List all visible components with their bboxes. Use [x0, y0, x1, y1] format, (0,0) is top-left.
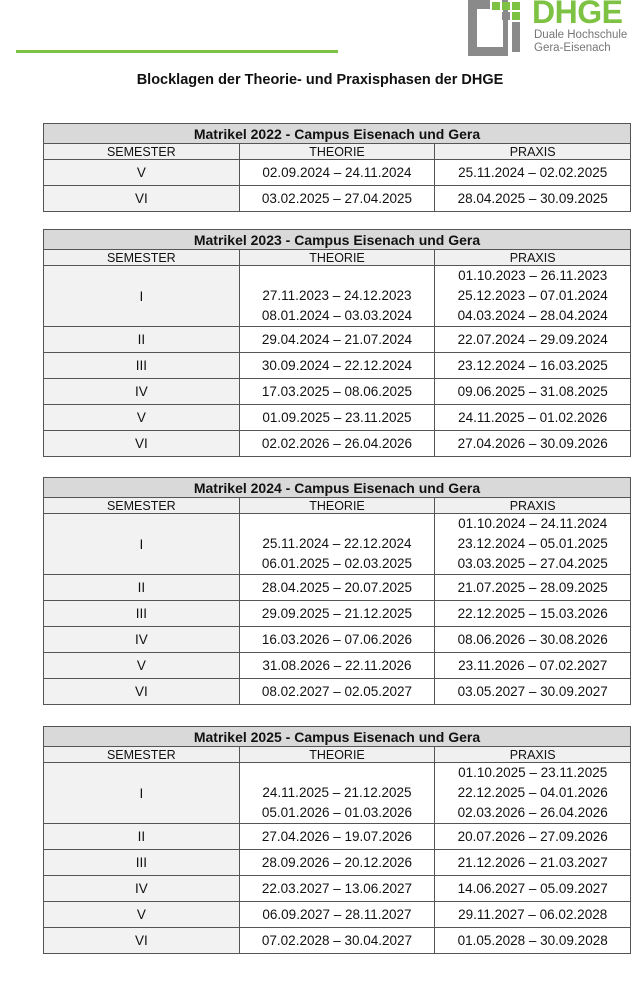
praxis-cell	[435, 627, 631, 653]
page-title: Blocklagen der Theorie- und Praxisphasen der DHGE	[136, 72, 504, 88]
praxis-cell	[435, 902, 631, 928]
header-theorie: THEORIE	[239, 498, 435, 514]
theorie-cell	[239, 353, 435, 379]
table-title-row	[44, 230, 631, 250]
praxis-cell	[435, 405, 631, 431]
theorie-cell	[239, 763, 435, 824]
theorie-cell	[239, 679, 435, 705]
table-row	[44, 379, 631, 405]
praxis-period: 24.11.2025 – 01.02.2026	[458, 409, 608, 425]
praxis-period: 25.11.2024 – 02.02.2025	[458, 164, 608, 180]
praxis-period: 01.10.2025 – 23.11.2025	[458, 765, 608, 780]
logo-subtitle-line1: Duale Hochschule	[534, 29, 628, 41]
theorie-period: 28.09.2026 – 20.12.2026	[261, 854, 413, 870]
semester-cell: II	[44, 327, 240, 353]
table-row	[44, 763, 631, 824]
praxis-period: 08.06.2026 – 30.08.2026	[457, 631, 608, 647]
praxis-period: 23.11.2026 – 07.02.2027	[458, 657, 608, 673]
header-semester: SEMESTER	[44, 250, 240, 266]
praxis-cell	[435, 928, 631, 954]
theorie-cell	[239, 160, 435, 186]
semester-cell: VI	[44, 431, 240, 457]
table-row	[44, 514, 631, 575]
table-row	[44, 160, 631, 186]
semester-cell: II	[44, 824, 240, 850]
semester-cell: V	[44, 405, 240, 431]
theorie-cell	[239, 601, 435, 627]
theorie-period: 27.04.2026 – 19.07.2026	[261, 828, 413, 844]
header-praxis: PRAXIS	[435, 747, 631, 763]
table-title-row	[44, 478, 631, 498]
theorie-cell	[239, 824, 435, 850]
theorie-cell	[239, 405, 435, 431]
praxis-cell	[435, 601, 631, 627]
praxis-period: 25.12.2023 – 07.01.2024	[457, 288, 608, 303]
table-title-row	[44, 727, 631, 747]
table-row	[44, 876, 631, 902]
logo-wordmark: DHGE	[532, 0, 623, 30]
header-accent-line	[16, 50, 338, 53]
semester-cell: IV	[44, 379, 240, 405]
praxis-period: 01.10.2024 – 24.11.2024	[458, 516, 608, 531]
theorie-period: 01.09.2025 – 23.11.2025	[262, 409, 412, 425]
praxis-period: 02.03.2026 – 26.04.2026	[457, 805, 608, 820]
theorie-period: 25.11.2024 – 22.12.2024	[262, 536, 412, 551]
theorie-cell	[239, 902, 435, 928]
theorie-cell	[239, 653, 435, 679]
table-title-row	[44, 124, 631, 144]
praxis-period: 22.07.2024 – 29.09.2024	[457, 331, 608, 347]
praxis-period: 09.06.2025 – 31.08.2025	[457, 383, 608, 399]
semester-cell: IV	[44, 627, 240, 653]
theorie-period: 05.01.2026 – 01.03.2026	[261, 805, 413, 820]
table-row	[44, 627, 631, 653]
header-theorie: THEORIE	[239, 250, 435, 266]
theorie-cell	[239, 514, 435, 575]
theorie-cell	[239, 379, 435, 405]
schedule-table	[43, 477, 631, 705]
theorie-period: 31.08.2026 – 22.11.2026	[262, 657, 412, 673]
praxis-period: 20.07.2026 – 27.09.2026	[457, 828, 608, 844]
header-praxis: PRAXIS	[435, 250, 631, 266]
praxis-cell	[435, 353, 631, 379]
theorie-cell	[239, 431, 435, 457]
table-row	[44, 679, 631, 705]
theorie-period: 30.09.2024 – 22.12.2024	[261, 357, 413, 373]
header-praxis: PRAXIS	[435, 144, 631, 160]
schedule-table	[43, 229, 631, 457]
praxis-cell	[435, 327, 631, 353]
table-row	[44, 431, 631, 457]
semester-cell: V	[44, 653, 240, 679]
semester-cell: V	[44, 902, 240, 928]
theorie-cell	[239, 186, 435, 212]
theorie-cell	[239, 266, 435, 327]
table-row	[44, 266, 631, 327]
semester-cell: III	[44, 353, 240, 379]
semester-cell: VI	[44, 679, 240, 705]
praxis-cell	[435, 266, 631, 327]
table-header-row	[44, 498, 631, 514]
semester-cell: VI	[44, 928, 240, 954]
semester-cell: III	[44, 850, 240, 876]
praxis-cell	[435, 186, 631, 212]
header-semester: SEMESTER	[44, 498, 240, 514]
table-row	[44, 327, 631, 353]
theorie-period: 03.02.2025 – 27.04.2025	[261, 190, 413, 206]
table-row	[44, 601, 631, 627]
theorie-cell	[239, 327, 435, 353]
praxis-cell	[435, 653, 631, 679]
theorie-period: 02.02.2026 – 26.04.2026	[261, 435, 413, 451]
theorie-cell	[239, 627, 435, 653]
praxis-period: 21.12.2026 – 21.03.2027	[457, 854, 608, 870]
theorie-cell	[239, 575, 435, 601]
table-row	[44, 824, 631, 850]
theorie-cell	[239, 928, 435, 954]
praxis-period: 27.04.2026 – 30.09.2026	[457, 435, 608, 451]
table-row	[44, 186, 631, 212]
praxis-period: 22.12.2025 – 04.01.2026	[457, 785, 608, 800]
theorie-period: 08.02.2027 – 02.05.2027	[261, 683, 413, 699]
table-header-row	[44, 250, 631, 266]
theorie-period: 06.01.2025 – 02.03.2025	[261, 556, 413, 571]
praxis-period: 14.06.2027 – 05.09.2027	[457, 880, 608, 896]
header-theorie: THEORIE	[239, 747, 435, 763]
praxis-period: 04.03.2024 – 28.04.2024	[457, 308, 608, 323]
praxis-period: 23.12.2024 – 16.03.2025	[457, 357, 608, 373]
table-row	[44, 850, 631, 876]
praxis-cell	[435, 514, 631, 575]
praxis-period: 29.11.2027 – 06.02.2028	[458, 906, 608, 922]
table-row	[44, 405, 631, 431]
praxis-cell	[435, 876, 631, 902]
theorie-period: 07.02.2028 – 30.04.2027	[261, 932, 413, 948]
dhge-logo	[468, 0, 640, 58]
praxis-period: 03.05.2027 – 30.09.2027	[457, 683, 608, 699]
praxis-cell	[435, 824, 631, 850]
semester-cell: VI	[44, 186, 240, 212]
semester-cell: III	[44, 601, 240, 627]
schedule-table	[43, 726, 631, 954]
table-row	[44, 353, 631, 379]
table-title: Matrikel 2025 - Campus Eisenach und Gera	[44, 727, 631, 747]
theorie-period: 17.03.2025 – 08.06.2025	[261, 383, 413, 399]
praxis-cell	[435, 431, 631, 457]
table-row	[44, 928, 631, 954]
theorie-period: 24.11.2025 – 21.12.2025	[262, 785, 412, 800]
dhge-logo-mark-icon	[468, 0, 524, 56]
praxis-period: 01.10.2023 – 26.11.2023	[458, 268, 608, 283]
table-row	[44, 902, 631, 928]
table-header-row	[44, 747, 631, 763]
header-semester: SEMESTER	[44, 144, 240, 160]
praxis-period: 23.12.2024 – 05.01.2025	[457, 536, 608, 551]
table-title: Matrikel 2023 - Campus Eisenach und Gera	[44, 230, 631, 250]
praxis-cell	[435, 575, 631, 601]
semester-cell: V	[44, 160, 240, 186]
praxis-period: 21.07.2025 – 28.09.2025	[457, 579, 608, 595]
praxis-period: 01.05.2028 – 30.09.2028	[457, 932, 608, 948]
praxis-cell	[435, 379, 631, 405]
praxis-period: 28.04.2025 – 30.09.2025	[457, 190, 608, 206]
theorie-period: 22.03.2027 – 13.06.2027	[261, 880, 413, 896]
header-semester: SEMESTER	[44, 747, 240, 763]
praxis-cell	[435, 763, 631, 824]
semester-cell: I	[44, 763, 240, 824]
semester-cell: I	[44, 266, 240, 327]
theorie-period: 28.04.2025 – 20.07.2025	[261, 579, 413, 595]
header-theorie: THEORIE	[239, 144, 435, 160]
theorie-period: 06.09.2027 – 28.11.2027	[262, 906, 412, 922]
semester-cell: IV	[44, 876, 240, 902]
semester-cell: II	[44, 575, 240, 601]
praxis-cell	[435, 679, 631, 705]
schedule-table	[43, 123, 631, 212]
praxis-cell	[435, 160, 631, 186]
theorie-period: 16.03.2026 – 07.06.2026	[261, 631, 413, 647]
theorie-period: 02.09.2024 – 24.11.2024	[262, 164, 412, 180]
praxis-cell	[435, 850, 631, 876]
table-title: Matrikel 2024 - Campus Eisenach und Gera	[44, 478, 631, 498]
theorie-cell	[239, 876, 435, 902]
table-row	[44, 575, 631, 601]
theorie-period: 29.04.2024 – 21.07.2024	[261, 331, 413, 347]
praxis-period: 03.03.2025 – 27.04.2025	[457, 556, 608, 571]
table-row	[44, 653, 631, 679]
theorie-cell	[239, 850, 435, 876]
table-header-row	[44, 144, 631, 160]
header-praxis: PRAXIS	[435, 498, 631, 514]
table-title: Matrikel 2022 - Campus Eisenach und Gera	[44, 124, 631, 144]
logo-subtitle-line2: Gera-Eisenach	[534, 42, 611, 54]
theorie-period: 08.01.2024 – 03.03.2024	[261, 308, 413, 323]
theorie-period: 29.09.2025 – 21.12.2025	[261, 605, 413, 621]
praxis-period: 22.12.2025 – 15.03.2026	[457, 605, 608, 621]
theorie-period: 27.11.2023 – 24.12.2023	[262, 288, 412, 303]
semester-cell: I	[44, 514, 240, 575]
